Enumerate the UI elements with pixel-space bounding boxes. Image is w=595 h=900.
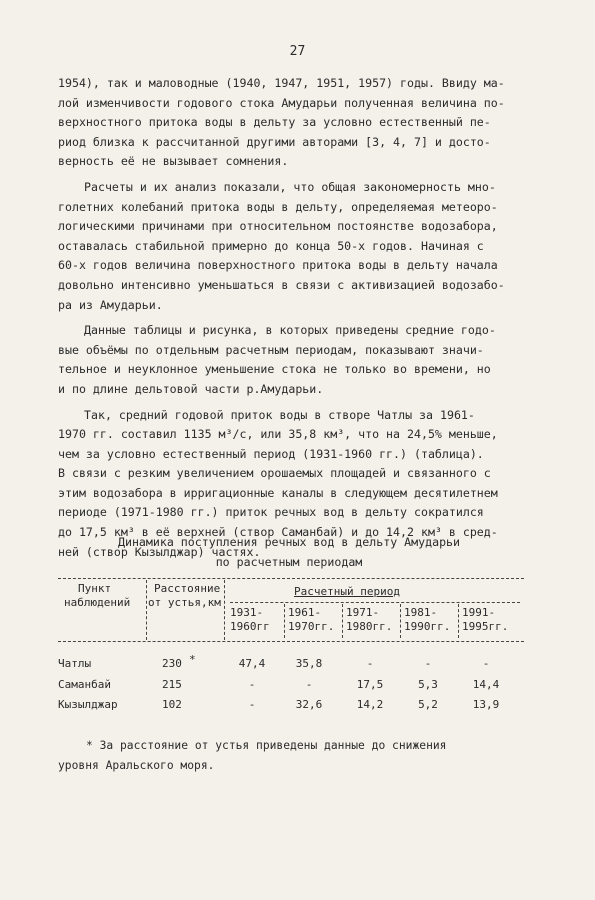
text-line: тельное и неуклонное уменьшение стока не только во времени, но — [58, 362, 491, 377]
text-line: до 17,5 км³ в её верхней (створ Саманбай) и до 14,2 км³ в сред- — [58, 525, 498, 540]
header-distance: Расстояние — [154, 582, 221, 595]
table-rule-period — [230, 602, 520, 603]
caption-line: по расчетным периодам — [215, 555, 363, 569]
text-line: Данные таблицы и рисунка, в которых приведены средние годо- — [84, 323, 496, 338]
row-value: - — [482, 657, 490, 670]
row-value: 5,3 — [418, 678, 438, 691]
header-period-group: Расчетный период — [294, 585, 400, 598]
row-value: - — [248, 678, 256, 691]
paragraph-2 — [58, 178, 520, 315]
table-rule-header — [58, 641, 524, 642]
body-text — [58, 74, 520, 562]
row-value: 32,6 — [295, 698, 323, 711]
row-value: 5,2 — [418, 698, 438, 711]
column-divider — [400, 604, 401, 638]
row-value: - — [248, 698, 256, 711]
column-divider — [458, 604, 459, 638]
text-line: этим водозабора в ирригационные каналы в следующем десятилетнем — [58, 485, 498, 500]
paragraph-3 — [58, 321, 520, 399]
period-header: 1990гг. — [404, 620, 451, 633]
period-header: 1970гг. — [288, 620, 335, 633]
row-value: 14,2 — [356, 698, 384, 711]
row-value: 47,4 — [238, 657, 266, 670]
row-value: 17,5 — [356, 678, 384, 691]
period-header: 1981- — [404, 606, 438, 619]
column-divider — [224, 580, 225, 640]
row-point: Чатлы — [58, 657, 92, 670]
text-line: периоде (1971-1980 гг.) приток речных вод в дельту сократился — [58, 505, 484, 520]
text-line: вые объёмы по отдельным расчетным периодам, показывают значи- — [58, 342, 484, 357]
footnote-line: * За расстояние от устья приведены данные до снижения — [86, 739, 447, 752]
period-header: 1980гг. — [346, 620, 393, 633]
text-line: голетних колебаний притока воды в дельту, определяемая метеоро- — [58, 199, 498, 214]
text-line: 60-х годов величина поверхностного притока воды в дельту начала — [58, 258, 498, 273]
text-line: верхностного притока воды в дельту за условно естественный пе- — [58, 115, 491, 130]
row-value: - — [424, 657, 432, 670]
row-distance: 102 — [162, 698, 182, 711]
row-value: - — [305, 678, 313, 691]
text-line: Так, средний годовой приток воды в створе Чатлы за 1961- — [84, 407, 475, 422]
column-divider — [146, 580, 147, 640]
column-divider — [342, 604, 343, 638]
header-distance: от устья,км — [148, 596, 221, 609]
text-line: лой изменчивости годового стока Амударьи полученная величина по- — [58, 95, 505, 110]
header-point: наблюдений — [64, 596, 131, 609]
text-line: В связи с резким увеличением орошаемых площадей и связанного с — [58, 466, 491, 481]
text-line: оставалась стабильной примерно до конца 50-х годов. Начиная с — [58, 238, 484, 253]
row-point: Саманбай — [58, 678, 111, 691]
period-header: 1961- — [288, 606, 322, 619]
row-value: - — [366, 657, 374, 670]
page-number: 27 — [289, 44, 306, 59]
row-point: Кызылджар — [58, 698, 118, 711]
header-point: Пункт — [78, 582, 112, 595]
caption-line: Динамика поступления речных вод в дельту Амударьи — [117, 535, 461, 549]
footnote-mark: * — [189, 653, 196, 666]
text-line: верность её не вызывает сомнения. — [58, 154, 289, 169]
text-line: довольно интенсивно уменьшаться в связи с активизацией водозабо- — [58, 277, 505, 292]
text-line: логическими причинами при относительном постоянстве водозабора, — [58, 219, 498, 234]
text-line: 1954), так и маловодные (1940, 1947, 1951, 1957) годы. Ввиду ма- — [58, 76, 505, 90]
text-line: Расчеты и их анализ показали, что общая закономерность мно- — [84, 179, 496, 194]
table-caption — [58, 532, 520, 572]
period-header: 1995гг. — [462, 620, 509, 633]
row-value: 14,4 — [472, 678, 500, 691]
footnote-line: уровня Аральского моря. — [58, 759, 215, 772]
period-header: 1991- — [462, 606, 496, 619]
text-line: ней (створ Кызылджар) частях. — [58, 544, 261, 559]
footnote — [58, 736, 528, 776]
row-value: 35,8 — [295, 657, 323, 670]
period-header: 1931- — [230, 606, 264, 619]
text-line: ра из Амударьи. — [58, 297, 163, 312]
row-distance: 230 — [162, 657, 182, 670]
period-header: 1971- — [346, 606, 380, 619]
table-rule-top — [58, 578, 524, 579]
text-line: и по длине дельтовой части р.Амударьи. — [58, 381, 324, 396]
paragraph-1 — [58, 74, 520, 172]
row-distance: 215 — [162, 678, 182, 691]
column-divider — [284, 604, 285, 638]
data-table — [58, 578, 528, 713]
period-header: 1960гг — [230, 620, 270, 633]
text-line: чем за условно естественный период (1931-1960 гг.) (таблица). — [58, 446, 484, 461]
text-line: 1970 гг. составил 1135 м³/с, или 35,8 км³, что на 24,5% меньше, — [58, 427, 498, 442]
row-value: 13,9 — [472, 698, 500, 711]
text-line: риод близка к рассчитанной другими авторами [3, 4, 7] и досто- — [58, 134, 491, 149]
